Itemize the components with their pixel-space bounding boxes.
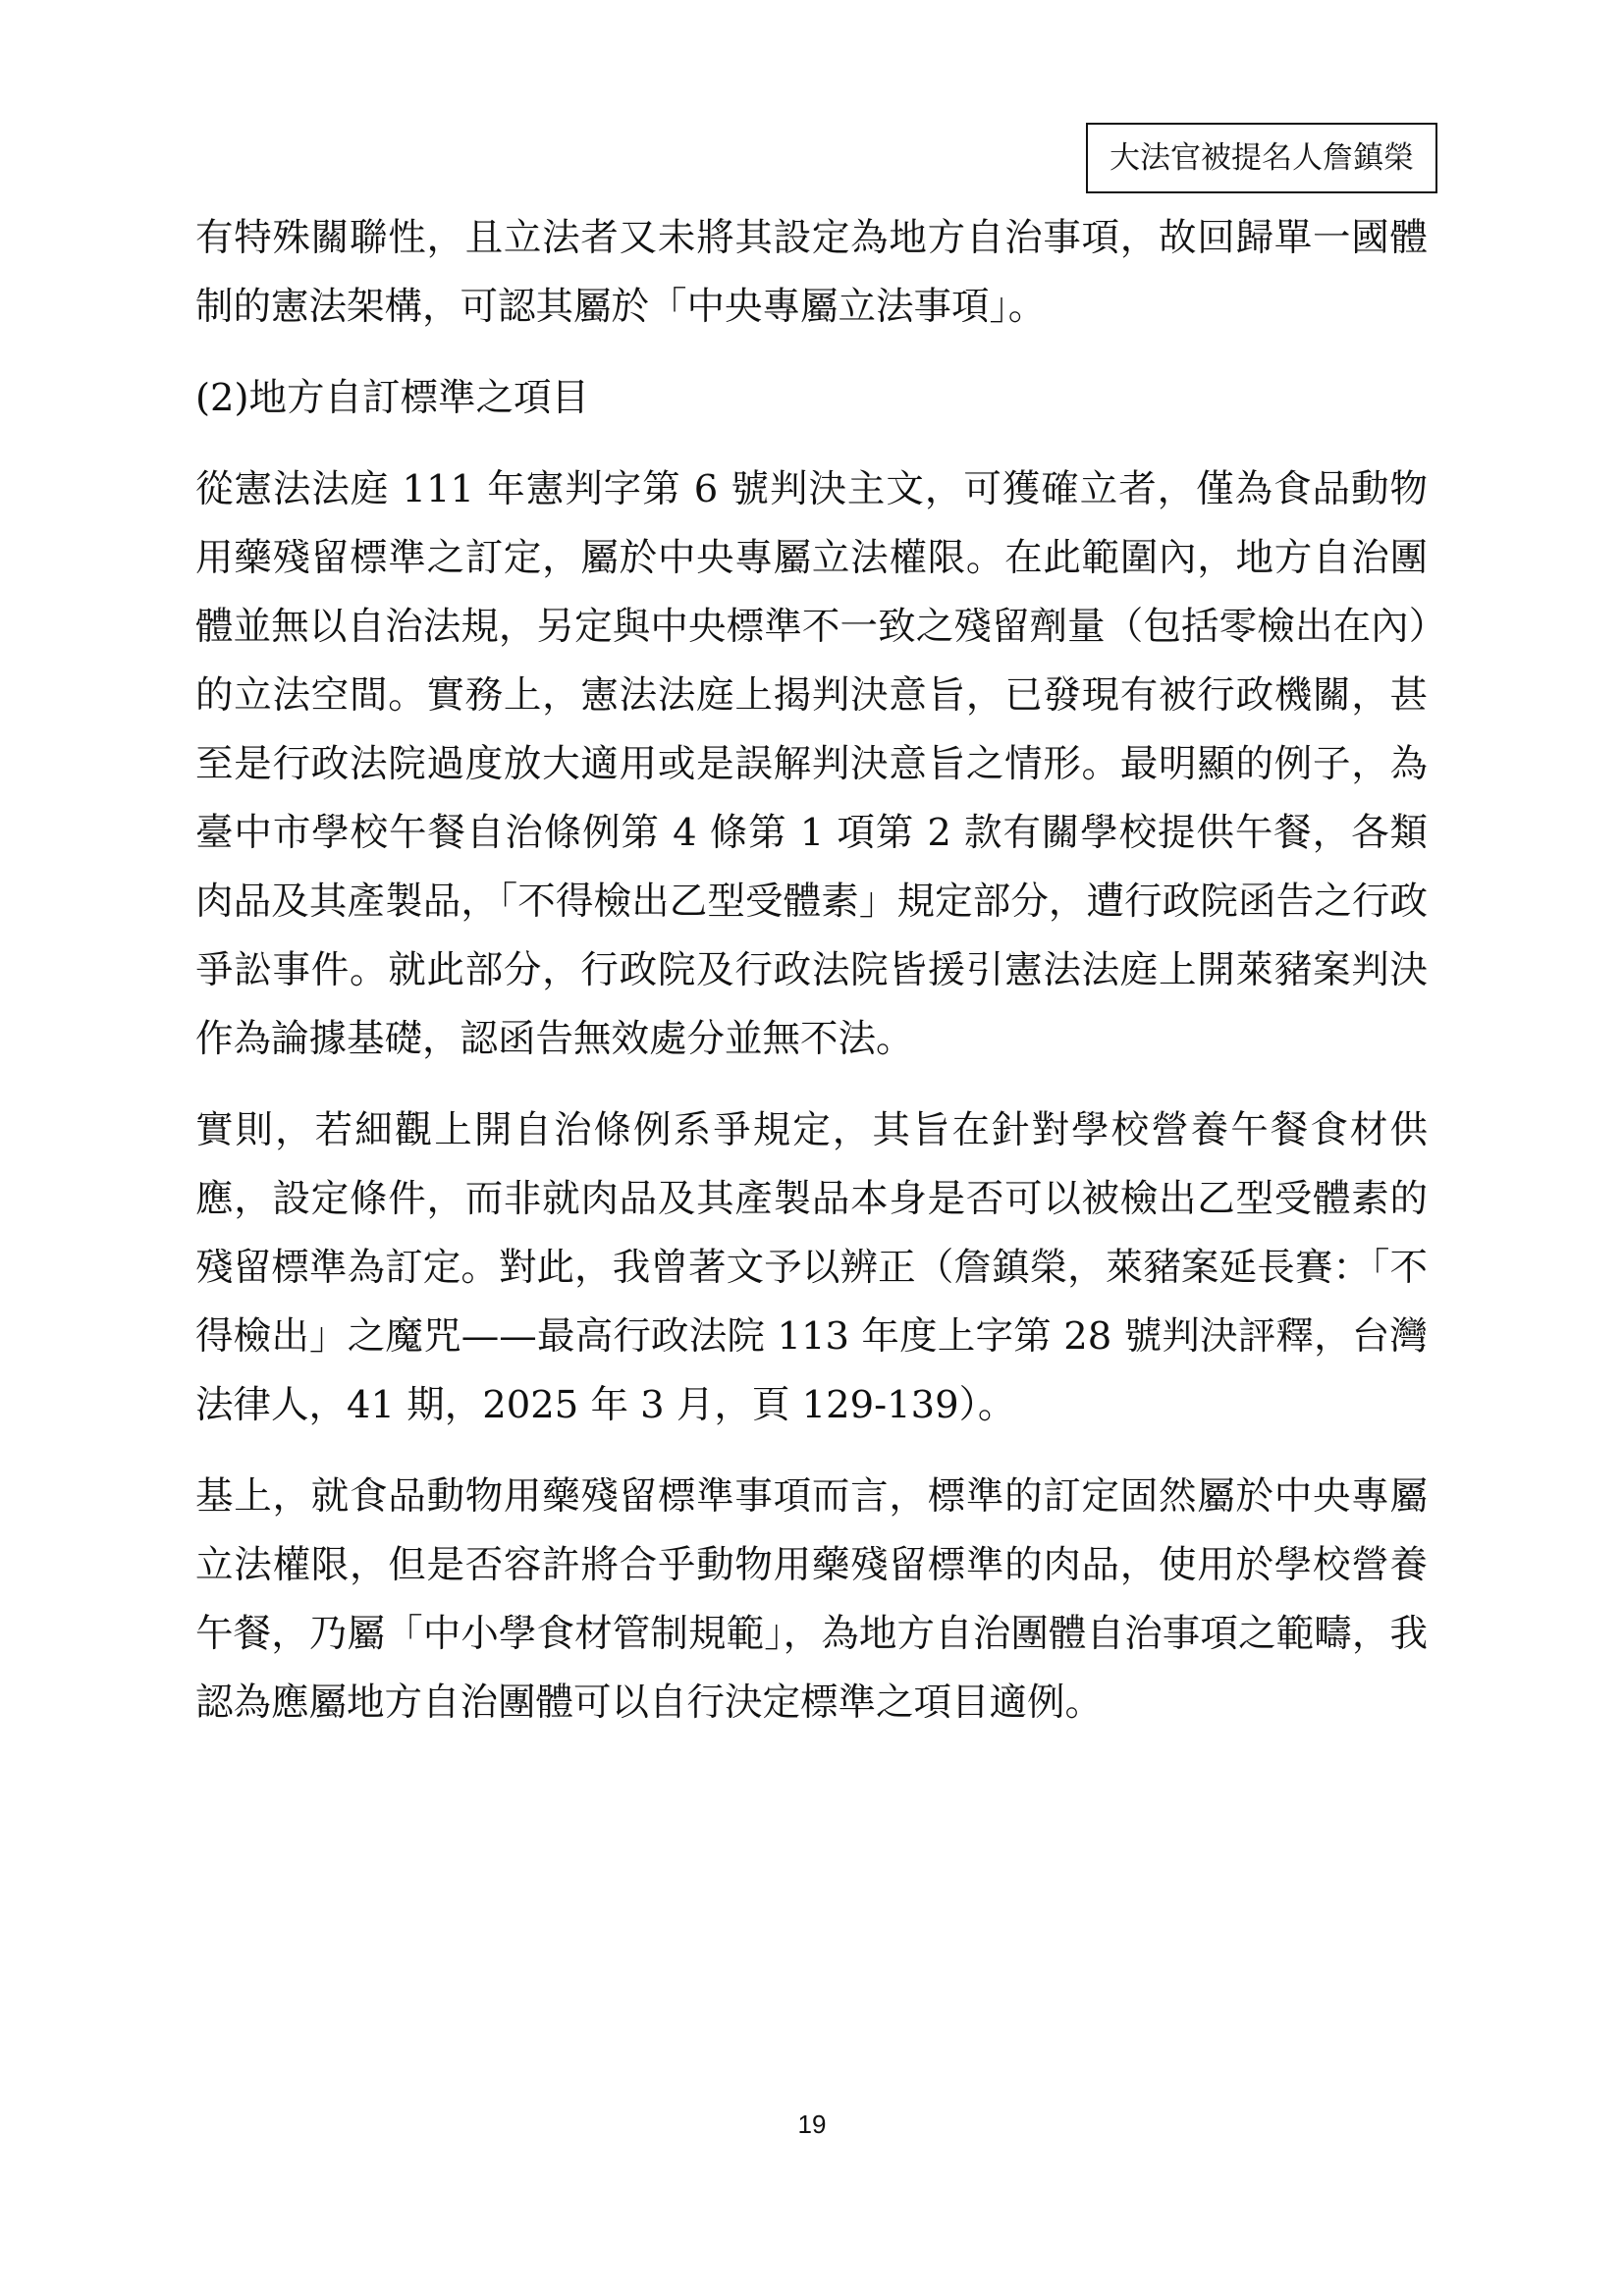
paragraph-1: 有特殊關聯性，且立法者又未將其設定為地方自治事項，故回歸單一國體制的憲法架構，可認其屬於「中央專屬立法事項」。 — [195, 216, 1428, 329]
document-body — [195, 204, 1428, 1760]
paragraph-2: 從憲法法庭 111 年憲判字第 6 號判決主文，可獲確立者，僅為食品動物用藥殘留標準之訂定，屬於中央專屬立法權限。在此範圍內，地方自治團體並無以自治法規，另定與中央標準不一致之殘留劑量（包括零檢出在內）的立法空間。實務上，憲法法庭上揭判決意旨，已發現有被行政機關，甚至是行政法院過度放大適用或是誤解判決意旨之情形。最明顯的例子，為臺中市學校午餐自治條例第 4 條第 1 項第 2 款有關學校提供午餐，各類肉品及其產製品，「不得檢出乙型受體素」規定部分，遭行政院函告之行政爭訟事件。就此部分，行政院及行政法院皆援引憲法法庭上開萊豬案判決作為論據基礎，認函告無效處分並無不法。 — [195, 467, 1428, 1061]
paragraph-3: 實則，若細觀上開自治條例系爭規定，其旨在針對學校營養午餐食材供應，設定條件，而非就肉品及其產製品本身是否可以被檢出乙型受體素的殘留標準為訂定。對此，我曾著文予以辨正（詹鎮榮，萊豬案延長賽：「不得檢出」之魔咒——最高行政法院 113 年度上字第 28 號判決評釋，台灣法律人，41 期，2025 年 3 月，頁 129-139）。 — [195, 1108, 1428, 1427]
section-heading: (2)地方自訂標準之項目 — [195, 376, 590, 420]
page-number: 19 — [797, 2109, 827, 2139]
paragraph-4: 基上，就食品動物用藥殘留標準事項而言，標準的訂定固然屬於中央專屬立法權限，但是否容許將合乎動物用藥殘留標準的肉品，使用於學校營養午餐，乃屬「中小學食材管制規範」，為地方自治團體自治事項之範疇，我認為應屬地方自治團體可以自行決定標準之項目適例。 — [195, 1474, 1428, 1725]
header-nominee-label: 大法官被提名人詹鎮榮 — [1086, 123, 1437, 193]
